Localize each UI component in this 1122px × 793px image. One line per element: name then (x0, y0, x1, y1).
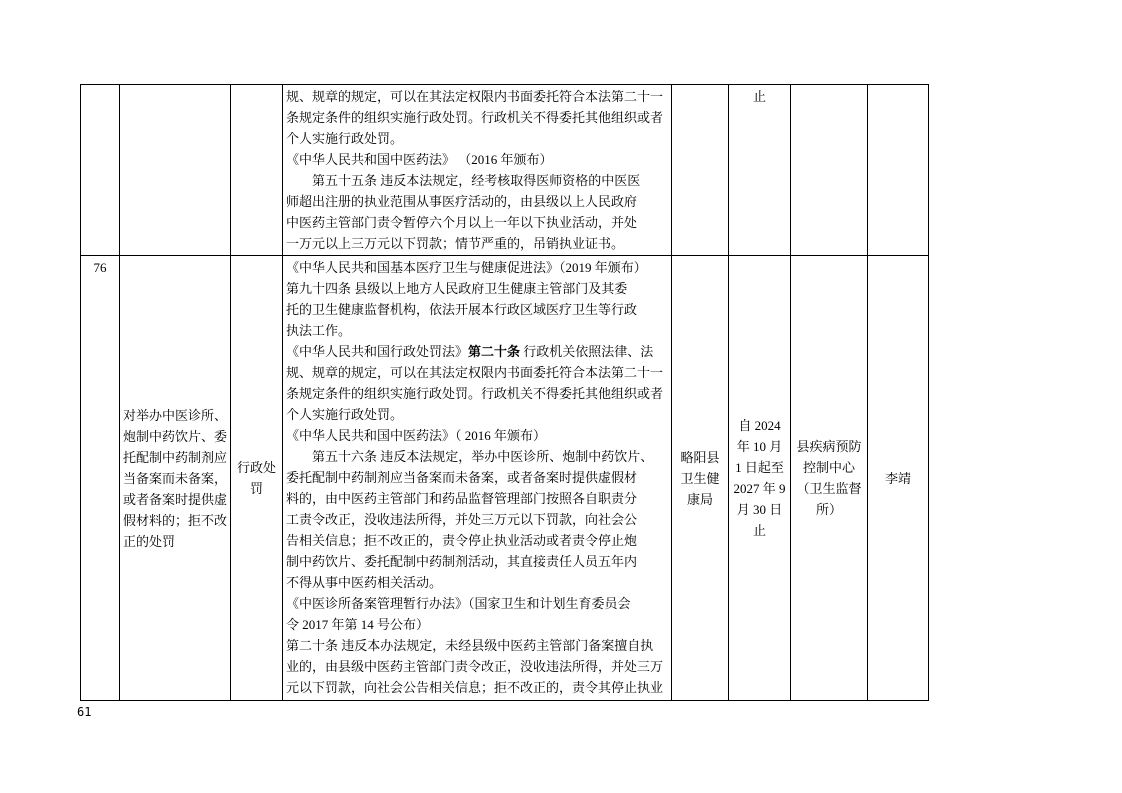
legal-basis-cell (283, 85, 672, 256)
text-line: 元以下罚款，向社会公告相关信息；拒不改正的，责令其停止执业 (286, 680, 664, 695)
text-line: 《中医诊所备案管理暂行办法》（国家卫生和计划生育委员会 (286, 596, 631, 611)
penalty-type-cell: 行政处罚 (231, 256, 283, 701)
text-line: 规、规章的规定，可以在其法定权限内书面委托符合本法第二十一 (286, 365, 664, 380)
authority-cell: 略阳县卫生健康局 (672, 256, 729, 701)
text-line: 第五十六条 违反本法规定，举办中医诊所、炮制中药饮片、 (286, 449, 654, 464)
text-line: 《中华人民共和国行政处罚法》第二十条 行政机关依照法律、法 (286, 344, 654, 359)
text-line: 个人实施行政处罚。 (286, 131, 404, 146)
text-line: 不得从事中医药相关活动。 (286, 575, 443, 590)
text-line: 《中华人民共和国中医药法》 （2016 年颁布） (286, 152, 553, 167)
person-cell (868, 85, 929, 256)
period-cell: 自 2024 年 10 月 1 日起至 2027 年 9 月 30 日止 (729, 256, 791, 701)
table-row-76 (81, 256, 929, 701)
text-line: 第九十四条 县级以上地方人民政府卫生健康主管部门及其委 (286, 281, 628, 296)
table-row-continuation (81, 85, 929, 256)
undertaker-cell (791, 85, 868, 256)
text-line: 个人实施行政处罚。 (286, 407, 404, 422)
text-line: 规、规章的规定，可以在其法定权限内书面委托符合本法第二十一 (286, 89, 664, 104)
text-line: 师超出注册的执业范围从事医疗活动的，由县级以上人民政府 (286, 194, 638, 209)
period-cell: 止 (729, 85, 791, 256)
authority-cell (672, 85, 729, 256)
seq-cell (81, 85, 120, 256)
text-line: 《中华人民共和国基本医疗卫生与健康促进法》（2019 年颁布） (286, 260, 647, 275)
penalty-item-cell: 对举办中医诊所、炮制中药饮片、委托配制中药制剂应当备案而未备案，或者备案时提供虚假材料的；拒不改正的处罚 (120, 256, 231, 701)
text-line: 中医药主管部门责令暂停六个月以上一年以下执业活动，并处 (286, 215, 638, 230)
text-line: 托的卫生健康监督机构，依法开展本行政区域医疗卫生等行政 (286, 302, 638, 317)
penalty-item-cell (120, 85, 231, 256)
text-line: 料的，由中医药主管部门和药品监督管理部门按照各自职责分 (286, 491, 638, 506)
penalty-items-table (80, 84, 929, 701)
text-line: 第二十条 违反本办法规定，未经县级中医药主管部门备案擅自执 (286, 638, 654, 653)
text-line: 条规定条件的组织实施行政处罚。行政机关不得委托其他组织或者 (286, 110, 664, 125)
page-number: 61 (77, 705, 92, 719)
text-line: 业的，由县级中医药主管部门责令改正，没收违法所得，并处三万 (286, 659, 664, 674)
seq-cell: 76 (81, 256, 120, 701)
text-line: 第五十五条 违反本法规定，经考核取得医师资格的中医医 (286, 173, 641, 188)
penalty-type-cell (231, 85, 283, 256)
person-cell: 李靖 (868, 256, 929, 701)
text-line: 告相关信息；拒不改正的，责令停止执业活动或者责令停止炮 (286, 533, 638, 548)
text-line: 条规定条件的组织实施行政处罚。行政机关不得委托其他组织或者 (286, 386, 664, 401)
text-line: 制中药饮片、委托配制中药制剂活动，其直接责任人员五年内 (286, 554, 638, 569)
text-line: 令 2017 年第 14 号公布） (286, 617, 430, 632)
legal-basis-cell (283, 256, 672, 701)
text-line: 委托配制中药制剂应当备案而未备案，或者备案时提供虚假材 (286, 470, 638, 485)
text-line: 执法工作。 (286, 323, 352, 338)
text-line: 《中华人民共和国中医药法》（ 2016 年颁布） (286, 428, 547, 443)
text-line: 工责令改正，没收违法所得，并处三万元以下罚款，向社会公 (286, 512, 638, 527)
text-line: 一万元以上三万元以下罚款；情节严重的，吊销执业证书。 (286, 236, 625, 251)
undertaker-cell: 县疾病预防控制中心（卫生监督所） (791, 256, 868, 701)
